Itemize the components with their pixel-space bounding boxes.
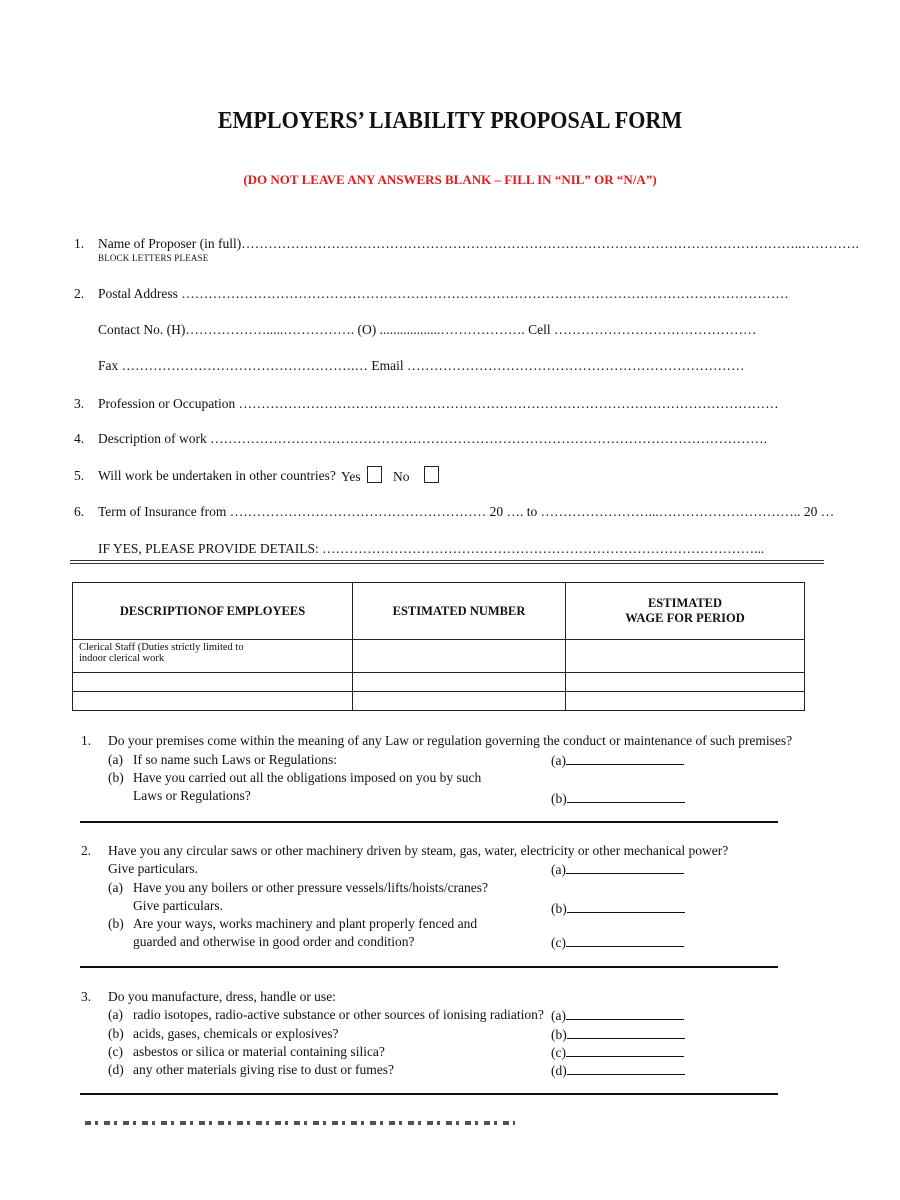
s2-question-cont: Give particulars. <box>108 861 198 876</box>
answer-line[interactable] <box>566 1007 684 1020</box>
s1-a-label: (a) <box>108 752 123 767</box>
q1-number: 1. <box>74 236 85 251</box>
s1-answer-a-label: (a) <box>551 753 566 768</box>
postal-address-field[interactable]: Postal Address ……………………………………………………………………………………………………………………… <box>98 286 789 301</box>
s1-answer-b[interactable] <box>551 790 685 807</box>
profession-field[interactable]: Profession or Occupation ………………………………………………………………………………………………………… <box>98 396 779 411</box>
s3-number: 3. <box>81 989 92 1004</box>
s3-answer-b-label: (b) <box>551 1027 567 1042</box>
s2-answer-a[interactable] <box>551 861 684 878</box>
yes-option[interactable] <box>341 466 382 485</box>
s3-answer-c[interactable] <box>551 1044 684 1061</box>
divider-line <box>70 560 824 561</box>
s3-answer-d[interactable] <box>551 1062 685 1079</box>
s2-a-label: (a) <box>108 880 123 895</box>
s3-answer-a[interactable] <box>551 1007 684 1024</box>
yes-label: Yes <box>341 469 361 484</box>
s2-a-text1: Have you any boilers or other pressure vessels/lifts/hoists/cranes? <box>133 880 489 895</box>
clerical-staff-cell <box>73 640 353 673</box>
contact-numbers-field[interactable]: Contact No. (H)……………….....……………. (O) ..................………………. Cell ……………………………………… <box>98 322 757 337</box>
s2-a-text2: Give particulars. <box>133 898 223 913</box>
details-field[interactable]: IF YES, PLEASE PROVIDE DETAILS: ……………………………………………………………………………………... <box>98 541 765 556</box>
s3-b-text: acids, gases, chemicals or explosives? <box>133 1026 339 1041</box>
s3-a-text: radio isotopes, radio-active substance or other sources of ionising radiation? <box>133 1007 544 1022</box>
s1-answer-a[interactable] <box>551 752 684 769</box>
s2-b-label: (b) <box>108 916 124 931</box>
s3-question: Do you manufacture, dress, handle or use: <box>108 989 336 1004</box>
q3-number: 3. <box>74 396 85 411</box>
table-header-row <box>73 583 805 640</box>
s2-answer-b[interactable] <box>551 900 685 917</box>
empty-wage-cell[interactable] <box>566 673 805 692</box>
s3-c-text: asbestos or silica or material containing silica? <box>133 1044 385 1059</box>
s3-answer-c-label: (c) <box>551 1045 566 1060</box>
q5-number: 5. <box>74 468 85 483</box>
yes-checkbox[interactable] <box>367 466 382 483</box>
empty-description-cell[interactable] <box>73 692 353 711</box>
s3-b-label: (b) <box>108 1026 124 1041</box>
s1-b-label: (b) <box>108 770 124 785</box>
no-label: No <box>393 469 410 484</box>
s2-b-text1: Are your ways, works machinery and plant properly fenced and <box>133 916 478 931</box>
header-description: DESCRIPTIONOF EMPLOYEES <box>73 583 353 640</box>
table-row <box>73 640 805 673</box>
answer-line[interactable] <box>567 900 685 913</box>
section-separator <box>80 1093 778 1095</box>
s2-answer-c-label: (c) <box>551 935 566 950</box>
fax-email-field[interactable]: Fax …………………………………………….… Email ………………………………………………………………… <box>98 358 745 373</box>
table-row <box>73 673 805 692</box>
cropped-next-section <box>85 1121 515 1125</box>
s3-c-label: (c) <box>108 1044 123 1059</box>
empty-number-cell[interactable] <box>353 673 566 692</box>
s2-b-text2: guarded and otherwise in good order and condition? <box>133 934 415 949</box>
no-option[interactable] <box>393 466 439 485</box>
other-countries-question: Will work be undertaken in other countries? <box>98 468 336 483</box>
header-wage <box>566 583 805 640</box>
s2-answer-c[interactable] <box>551 934 684 951</box>
answer-line[interactable] <box>566 934 684 947</box>
q6-number: 6. <box>74 504 85 519</box>
s2-answer-a-label: (a) <box>551 862 566 877</box>
empty-description-cell[interactable] <box>73 673 353 692</box>
answer-line[interactable] <box>566 752 684 765</box>
answer-line[interactable] <box>567 790 685 803</box>
s1-a-text: If so name such Laws or Regulations: <box>133 752 337 767</box>
header-number: ESTIMATED NUMBER <box>353 583 566 640</box>
warning-note: (DO NOT LEAVE ANY ANSWERS BLANK – FILL IN “NIL” OR “N/A”) <box>243 172 657 187</box>
s2-question: Have you any circular saws or other machinery driven by steam, gas, water, electricity or other mechanical power? <box>108 843 729 858</box>
clerical-number-cell[interactable] <box>353 640 566 673</box>
s1-b-text1: Have you carried out all the obligations imposed on you by such <box>133 770 482 785</box>
header-wage-line1: ESTIMATED <box>647 596 723 610</box>
s3-d-label: (d) <box>108 1062 124 1077</box>
answer-line[interactable] <box>567 1026 685 1039</box>
clerical-wage-cell[interactable] <box>566 640 805 673</box>
s3-answer-b[interactable] <box>551 1026 685 1043</box>
q4-number: 4. <box>74 431 85 446</box>
s3-answer-d-label: (d) <box>551 1063 567 1078</box>
q2-number: 2. <box>74 286 85 301</box>
proposer-name-field[interactable]: Name of Proposer (in full)……………………………………………………………………………………………………………..…………. <box>98 236 859 251</box>
table-row <box>73 692 805 711</box>
s3-answer-a-label: (a) <box>551 1008 566 1023</box>
s1-b-text2: Laws or Regulations? <box>133 788 251 803</box>
clerical-line2: indoor clerical work <box>79 653 165 664</box>
section-separator <box>80 821 778 823</box>
empty-wage-cell[interactable] <box>566 692 805 711</box>
page-title: EMPLOYERS’ LIABILITY PROPOSAL FORM <box>217 108 683 134</box>
s2-answer-b-label: (b) <box>551 901 567 916</box>
answer-line[interactable] <box>566 1044 684 1057</box>
answer-line[interactable] <box>567 1062 685 1075</box>
no-checkbox[interactable] <box>424 466 439 483</box>
s1-question: Do your premises come within the meaning of any Law or regulation governing the conduct or maintenance of such premises? <box>108 733 793 748</box>
s3-a-label: (a) <box>108 1007 123 1022</box>
answer-line[interactable] <box>566 861 684 874</box>
s3-d-text: any other materials giving rise to dust or fumes? <box>133 1062 394 1077</box>
divider-line <box>70 563 824 564</box>
header-wage-line2: WAGE FOR PERIOD <box>625 611 745 625</box>
work-description-field[interactable]: Description of work ……………………………………………………………………………………………………………. <box>98 431 767 446</box>
s1-answer-b-label: (b) <box>551 791 567 806</box>
clerical-line1: Clerical Staff (Duties strictly limited to <box>79 642 244 653</box>
empty-number-cell[interactable] <box>353 692 566 711</box>
s2-number: 2. <box>81 843 92 858</box>
insurance-term-field[interactable]: Term of Insurance from ………………………………………………… 20 …. to ……………………...………………………….. 20 … <box>98 504 835 519</box>
section-separator <box>80 966 778 968</box>
block-letters-hint: BLOCK LETTERS PLEASE <box>98 253 209 263</box>
s1-number: 1. <box>81 733 92 748</box>
employees-table <box>72 582 805 711</box>
